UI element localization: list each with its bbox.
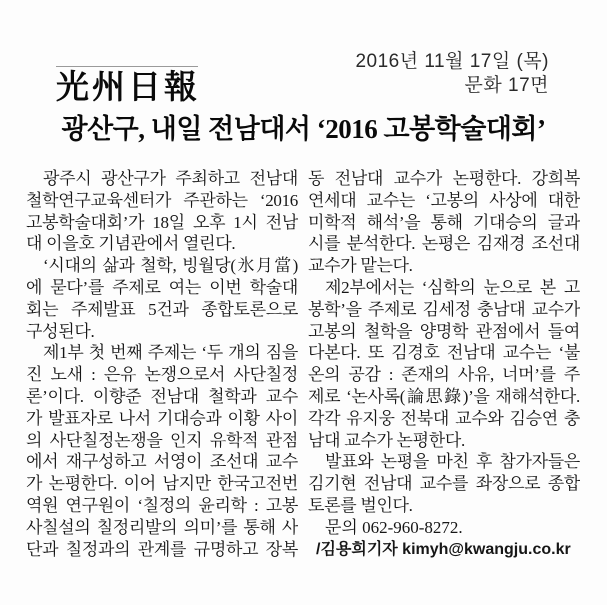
article-text-line: 김기현 전남대 교수를 좌장으로 종합 (308, 474, 580, 494)
article-headline: 광산구, 내일 전남대서 ‘2016 고봉학술대회’ (61, 114, 546, 144)
article-text-line: 문의 062-960-8272. (325, 517, 463, 537)
newspaper-logo: 光州日報 (56, 70, 200, 106)
article-text-line: /김용희기자 kimyh@kwangju.co.kr (316, 540, 571, 558)
dateline (355, 50, 549, 98)
article-text-line: 사칠설의 칠정리발의 의미’를 통해 사 (26, 517, 298, 537)
article-text-line: 토론를 벌인다. (308, 495, 413, 515)
article-body (26, 168, 580, 560)
article-text-line: 온의 공감 : 존재의 사유, 너머’를 주 (308, 365, 580, 385)
article-text-line: 시를 분석한다. 논평은 김재경 조선대 (308, 234, 580, 254)
masthead (0, 0, 607, 106)
article-text-line: 대 이을호 기념관에서 열린다. (26, 234, 236, 254)
logo-rule (56, 66, 198, 67)
article-text-line: 각각 유지웅 전북대 교수와 김승연 충 (308, 408, 580, 428)
article-text-line: 제2부에서는 ‘심학의 눈으로 본 고 (325, 277, 580, 297)
article-text-line: 교수가 맡는다. (308, 256, 413, 276)
article-text-line: 회는 주제발표 5건과 종합토론으로 (26, 299, 298, 319)
article-text-line: 연세대 교수는 ‘고봉의 사상에 대한 (308, 190, 580, 210)
article-text-line: 발표와 논평을 마친 후 참가자들은 (325, 452, 580, 472)
logo-block (56, 66, 206, 106)
article-column-right (308, 168, 580, 560)
article-text-line: 철학연구교육센터가 주관하는 ‘2016 (26, 190, 298, 210)
article-text-line: 역원 연구원이 ‘칠정의 윤리학 : 고봉 (26, 495, 298, 515)
article-text-line: 에서 재구성하고 서영이 조선대 교수 (26, 452, 298, 472)
article-text-line: 가 발표자로 나서 기대승과 이황 사이 (26, 408, 298, 428)
article-text-line: 의 사단칠정논쟁을 인지 유학적 관점 (26, 430, 298, 450)
section-page: 문화 17면 (464, 75, 549, 96)
article-text-line: 론’이다. 이향준 전남대 철학과 교수 (26, 386, 298, 406)
article-text-line: 봉학’을 주제로 김세정 충남대 교수가 (308, 299, 580, 319)
article-text-line: 동 전남대 교수가 논평한다. 강희복 (308, 169, 580, 188)
article-text-line: 에 묻다’를 주제로 여는 이번 학술대 (26, 277, 298, 297)
article-text-line: 구성된다. (26, 321, 95, 341)
article-text-line: 고봉의 철학을 양명학 관점에서 들여 (308, 321, 580, 341)
article-text-line: 광주시 광산구가 주최하고 전남대 (43, 169, 298, 188)
article-text-line: 제1부 첫 번째 주제는 ‘두 개의 짐을 (43, 343, 298, 363)
article-text-line: 진 노새 : 은유 논쟁으로서 사단칠정 (26, 365, 298, 385)
article-text-line: 남대 교수가 논평한다. (308, 430, 465, 450)
article-text-line: 미학적 해석’을 통해 기대승의 글과 (308, 212, 580, 232)
article-text-line: 가 논평한다. 이어 남지만 한국고전번 (26, 474, 298, 494)
article-text-line: 다본다. 또 김경호 전남대 교수는 ‘불 (308, 343, 580, 363)
article-text-line: 고봉학술대회’가 18일 오후 1시 전남 (26, 212, 298, 232)
article-text-line: 단과 칠정과의 관계를 규명하고 장복 (26, 539, 298, 559)
article-text-line: 제로 ‘논사록(論思錄)’을 재해석한다. (308, 386, 580, 406)
issue-date: 2016년 11월 17일 (목) (355, 51, 549, 72)
article-column-left (26, 168, 298, 560)
article-text-line: ‘시대의 삶과 철학, 빙월당(氷月當) (43, 256, 298, 276)
